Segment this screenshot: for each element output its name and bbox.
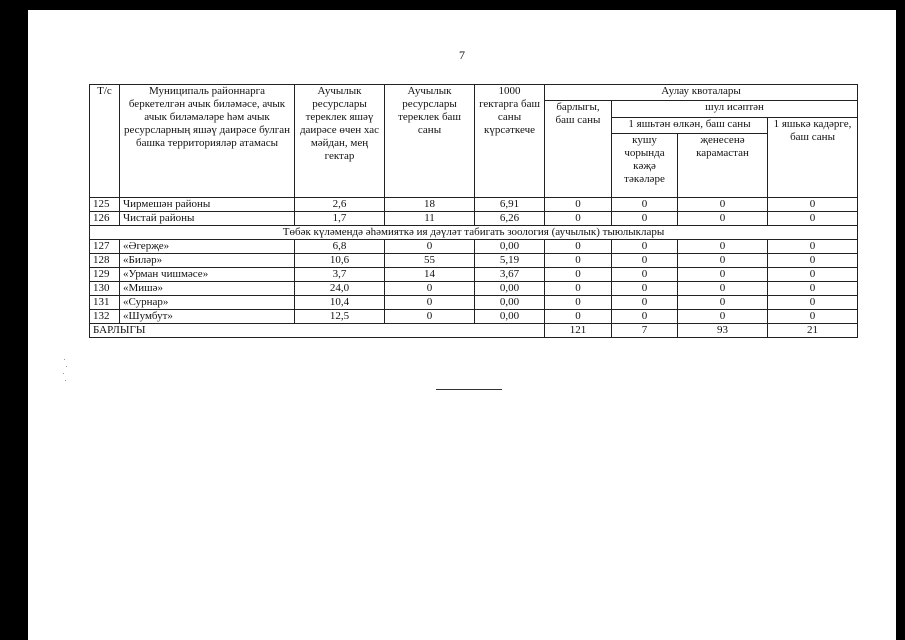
scan-speckle bbox=[63, 373, 64, 374]
row-count: 0 bbox=[385, 240, 475, 254]
row-count: 55 bbox=[385, 254, 475, 268]
row-under-one-year: 0 bbox=[768, 310, 858, 324]
row-male: 0 bbox=[612, 282, 678, 296]
row-density: 0,00 bbox=[475, 282, 545, 296]
row-area: 10,4 bbox=[295, 296, 385, 310]
row-index: 126 bbox=[90, 212, 120, 226]
row-male: 0 bbox=[612, 268, 678, 282]
row-regardless-sex: 0 bbox=[678, 212, 768, 226]
row-area: 6,8 bbox=[295, 240, 385, 254]
row-quota-total: 0 bbox=[545, 282, 612, 296]
row-regardless-sex: 0 bbox=[678, 254, 768, 268]
row-quota-total: 0 bbox=[545, 296, 612, 310]
row-male: 0 bbox=[612, 240, 678, 254]
scan-speckle bbox=[65, 380, 66, 381]
totals-male: 7 bbox=[612, 324, 678, 338]
totals-label: БАРЛЫГЫ bbox=[90, 324, 545, 338]
document-sheet bbox=[28, 10, 896, 640]
header-quota-group: Аулау квоталары bbox=[545, 85, 858, 101]
row-index: 130 bbox=[90, 282, 120, 296]
scan-speckle bbox=[66, 366, 67, 367]
row-density: 5,19 bbox=[475, 254, 545, 268]
header-area: Аучылык ресурслары тереклек яшәү даирәсе өчен хас мәйдан, мең гектар bbox=[295, 85, 385, 198]
row-count: 14 bbox=[385, 268, 475, 282]
row-under-one-year: 0 bbox=[768, 296, 858, 310]
header-regardless-sex: җенесенә карамастан bbox=[678, 134, 768, 198]
row-quota-total: 0 bbox=[545, 268, 612, 282]
section-header bbox=[90, 226, 858, 240]
reserve-rows bbox=[90, 240, 858, 324]
row-name: Чирмешән районы bbox=[120, 198, 295, 212]
row-name: Чистай районы bbox=[120, 212, 295, 226]
header-including: шул исәптән bbox=[612, 101, 858, 118]
row-density: 6,26 bbox=[475, 212, 545, 226]
table-row bbox=[90, 240, 858, 254]
header-male-rut: кушу чорында кәҗә тәкәләре bbox=[612, 134, 678, 198]
table-row bbox=[90, 198, 858, 212]
row-index: 128 bbox=[90, 254, 120, 268]
page-number: 7 bbox=[459, 48, 465, 62]
table-row bbox=[90, 310, 858, 324]
table-row bbox=[90, 268, 858, 282]
scan-speckle bbox=[64, 359, 65, 360]
row-male: 0 bbox=[612, 212, 678, 226]
totals-row bbox=[90, 324, 858, 338]
row-regardless-sex: 0 bbox=[678, 268, 768, 282]
row-regardless-sex: 0 bbox=[678, 198, 768, 212]
row-under-one-year: 0 bbox=[768, 198, 858, 212]
header-density: 1000 гектарга баш саны күрсәткече bbox=[475, 85, 545, 198]
row-male: 0 bbox=[612, 198, 678, 212]
row-under-one-year: 0 bbox=[768, 282, 858, 296]
header-name: Муниципаль районнарга беркетелгән ачык биләмәсе, ачык ачык биләмәләре һәм ачык ресурсларның яшәү даирәсе булган башка территорияләр атамасы bbox=[120, 85, 295, 198]
row-regardless-sex: 0 bbox=[678, 296, 768, 310]
row-name: «Сурнар» bbox=[120, 296, 295, 310]
header-quota-total: барлыгы, баш саны bbox=[545, 101, 612, 198]
row-density: 3,67 bbox=[475, 268, 545, 282]
table-row bbox=[90, 296, 858, 310]
header-over-one-year: 1 яшьтән өлкән, баш саны bbox=[612, 118, 768, 134]
row-index: 131 bbox=[90, 296, 120, 310]
separator-line bbox=[436, 389, 502, 390]
row-index: 132 bbox=[90, 310, 120, 324]
row-name: «Урман чишмәсе» bbox=[120, 268, 295, 282]
row-under-one-year: 0 bbox=[768, 268, 858, 282]
section-title: Төбәк күләмендә әһәмияткә ия дәүләт табигать зоология (аучылык) тыюлыклары bbox=[90, 226, 858, 240]
row-index: 125 bbox=[90, 198, 120, 212]
row-name: «Мишә» bbox=[120, 282, 295, 296]
totals-section bbox=[90, 324, 858, 338]
row-count: 18 bbox=[385, 198, 475, 212]
row-area: 24,0 bbox=[295, 282, 385, 296]
header-count: Аучылык ресурслары тереклек баш саны bbox=[385, 85, 475, 198]
row-quota-total: 0 bbox=[545, 254, 612, 268]
row-density: 0,00 bbox=[475, 310, 545, 324]
table-row bbox=[90, 282, 858, 296]
row-area: 10,6 bbox=[295, 254, 385, 268]
row-name: «Әгерҗе» bbox=[120, 240, 295, 254]
row-area: 1,7 bbox=[295, 212, 385, 226]
row-index: 127 bbox=[90, 240, 120, 254]
row-regardless-sex: 0 bbox=[678, 310, 768, 324]
row-regardless-sex: 0 bbox=[678, 240, 768, 254]
district-rows bbox=[90, 198, 858, 226]
row-name: «Биләр» bbox=[120, 254, 295, 268]
table-row bbox=[90, 212, 858, 226]
header-under-one-year: 1 яшькә кадәрге, баш саны bbox=[768, 118, 858, 198]
totals-quota-total: 121 bbox=[545, 324, 612, 338]
row-quota-total: 0 bbox=[545, 240, 612, 254]
row-quota-total: 0 bbox=[545, 212, 612, 226]
totals-regardless-sex: 93 bbox=[678, 324, 768, 338]
row-male: 0 bbox=[612, 254, 678, 268]
table-row bbox=[90, 254, 858, 268]
row-density: 6,91 bbox=[475, 198, 545, 212]
hunting-quota-table bbox=[89, 84, 858, 338]
row-density: 0,00 bbox=[475, 296, 545, 310]
row-index: 129 bbox=[90, 268, 120, 282]
row-under-one-year: 0 bbox=[768, 212, 858, 226]
row-count: 0 bbox=[385, 282, 475, 296]
row-under-one-year: 0 bbox=[768, 240, 858, 254]
table-header bbox=[90, 85, 858, 198]
row-count: 0 bbox=[385, 310, 475, 324]
row-area: 3,7 bbox=[295, 268, 385, 282]
row-area: 2,6 bbox=[295, 198, 385, 212]
row-area: 12,5 bbox=[295, 310, 385, 324]
header-index: Т/с bbox=[90, 85, 120, 198]
row-quota-total: 0 bbox=[545, 310, 612, 324]
row-density: 0,00 bbox=[475, 240, 545, 254]
row-male: 0 bbox=[612, 310, 678, 324]
totals-under-one-year: 21 bbox=[768, 324, 858, 338]
row-male: 0 bbox=[612, 296, 678, 310]
row-name: «Шумбут» bbox=[120, 310, 295, 324]
row-count: 11 bbox=[385, 212, 475, 226]
row-quota-total: 0 bbox=[545, 198, 612, 212]
row-under-one-year: 0 bbox=[768, 254, 858, 268]
row-regardless-sex: 0 bbox=[678, 282, 768, 296]
row-count: 0 bbox=[385, 296, 475, 310]
